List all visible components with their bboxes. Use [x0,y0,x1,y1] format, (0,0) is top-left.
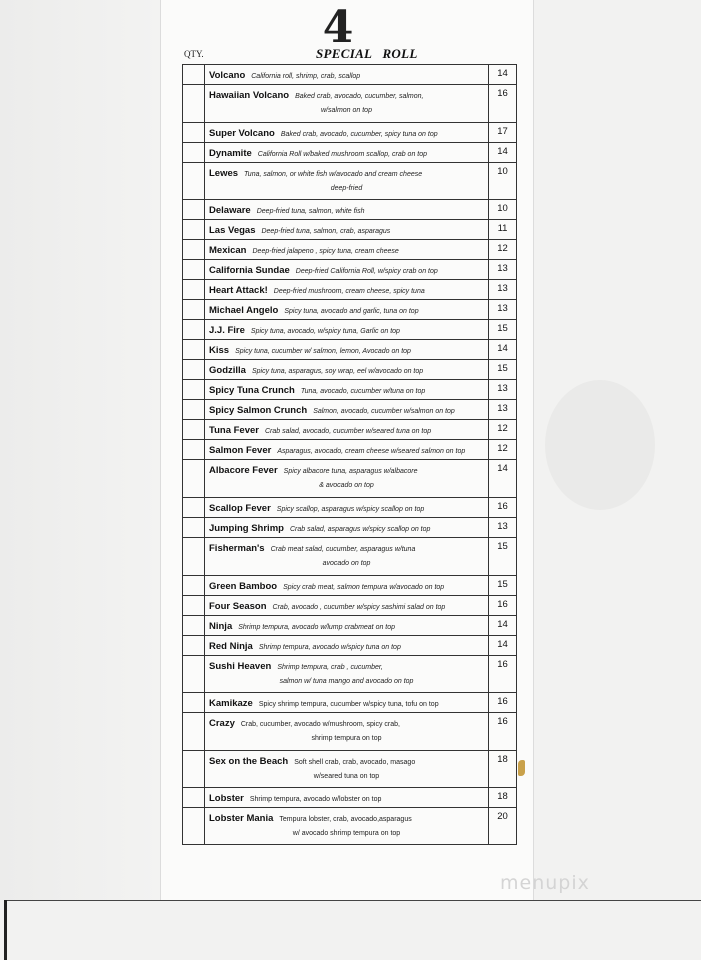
item-line [209,87,484,104]
qty-cell [183,320,205,340]
qty-cell [183,300,205,320]
item-name: Crazy [209,718,235,729]
item-line [209,790,484,807]
item-line [209,442,484,459]
item-line [209,695,484,712]
item-name: Ninja [209,621,233,632]
item-description-cell [205,576,489,596]
item-description-cell [205,300,489,320]
item-description-continued: deep-fried [330,185,363,192]
item-line [209,342,484,359]
item-line [209,222,484,239]
scan-edge-line [5,900,701,901]
item-name: Dynamite [209,148,252,159]
item-description-cell [205,340,489,360]
item-name: Jumping Shrimp [209,523,284,534]
item-name: Lobster Mania [209,813,274,824]
item-price: 12 [489,440,517,460]
item-name: Heart Attack! [209,285,268,296]
menu-item-row [183,596,517,616]
item-description-continued: salmon w/ tuna mango and avocado on top [279,678,414,685]
item-line [209,242,484,259]
menu-item-row [183,380,517,400]
item-line [209,540,484,557]
menu-item-row [183,656,517,693]
item-price: 16 [489,713,517,751]
paper-blot [518,760,525,776]
item-price: 13 [489,400,517,420]
item-price: 13 [489,260,517,280]
item-name: Lobster [209,793,244,804]
item-price: 12 [489,240,517,260]
item-name: Super Volcano [209,128,275,139]
item-description-continued: avocado on top [322,560,371,567]
qty-cell [183,751,205,788]
item-line [209,500,484,517]
menu-item-row [183,400,517,420]
item-description-continued: shrimp tempura on top [311,735,382,742]
qty-cell [183,380,205,400]
item-description: Deep-fried tuna, salmon, white fish [256,208,365,215]
item-description: Crab meat salad, cucumber, asparagus w/tuna [270,546,416,553]
item-description-cell [205,143,489,163]
item-price: 17 [489,123,517,143]
item-description: Spicy tuna, asparagus, soy wrap, eel w/avocado on top [251,368,424,375]
qty-cell [183,440,205,460]
item-price: 14 [489,65,517,85]
item-price: 11 [489,220,517,240]
item-description-cell [205,808,489,845]
item-description: Crab salad, avocado, cucumber w/seared tuna on top [264,428,432,435]
item-name: Green Bamboo [209,581,278,592]
item-description-cell [205,713,489,751]
item-line [209,618,484,635]
qty-cell [183,808,205,845]
item-line [209,362,484,379]
menu-item-row [183,260,517,280]
menu-item-row [183,751,517,788]
item-line [209,638,484,655]
menu-item-row [183,420,517,440]
menu-item-row [183,65,517,85]
item-price: 18 [489,751,517,788]
item-price: 15 [489,576,517,596]
menu-item-row [183,460,517,498]
item-price: 18 [489,788,517,808]
item-description-cell [205,320,489,340]
item-price: 13 [489,380,517,400]
item-name: Spicy Salmon Crunch [209,405,308,416]
menu-item-row [183,320,517,340]
item-name: Delaware [209,205,251,216]
item-description-cell [205,498,489,518]
item-description-cell [205,200,489,220]
item-price: 13 [489,518,517,538]
menu-item-row [183,85,517,123]
item-description: Shrimp tempura, crab , cucumber, [277,664,383,671]
qty-cell [183,143,205,163]
item-description-cell [205,596,489,616]
menu-item-row [183,788,517,808]
qty-cell [183,596,205,616]
item-name: Red Ninja [209,641,253,652]
qty-cell [183,400,205,420]
item-description: Spicy tuna, avocado, w/spicy tuna, Garlic on top [250,328,400,335]
qty-cell [183,200,205,220]
item-price: 20 [489,808,517,845]
item-name: J.J. Fire [209,325,245,336]
section-title: SPECIAL ROLL [316,46,418,61]
menu-item-row [183,636,517,656]
item-name: Lewes [209,168,239,179]
item-name: Salmon Fever [209,445,272,456]
scan-stain [545,380,655,510]
item-description: Spicy scallop, asparagus w/spicy scallop on top [276,506,425,513]
item-line [209,422,484,439]
item-description-continued: w/ avocado shrimp tempura on top [292,830,401,837]
item-description: Tuna, salmon, or white fish w/avocado and cream cheese [244,171,423,178]
menu-rows [183,65,517,845]
qty-cell [183,576,205,596]
watermark-text: menupix [500,872,590,894]
handwritten-page-number: 4 [322,2,354,53]
item-line [209,67,484,84]
item-line [209,520,484,537]
item-description: Deep-fried tuna, salmon, crab, asparagus [261,228,391,235]
qty-cell [183,498,205,518]
item-description-cell [205,636,489,656]
qty-cell [183,460,205,498]
item-name: Godzilla [209,365,246,376]
item-price: 13 [489,300,517,320]
qty-cell [183,163,205,200]
qty-cell [183,518,205,538]
item-price: 13 [489,280,517,300]
item-description-cell [205,280,489,300]
qty-cell [183,538,205,576]
item-name: Las Vegas [209,225,256,236]
item-name: Spicy Tuna Crunch [209,385,295,396]
item-description: Spicy albacore tuna, asparagus w/albacore [283,468,418,475]
item-name: Kiss [209,345,230,356]
item-description: Tempura lobster, crab, avocado,asparagus [279,816,412,823]
item-name: Fisherman's [209,543,265,554]
menu-item-row [183,163,517,200]
item-description: Shrimp tempura, avocado w/lump crabmeat on top [238,624,396,631]
qty-cell [183,420,205,440]
item-description: California roll, shrimp, crab, scallop [251,73,361,80]
menu-item-row [183,340,517,360]
item-price: 14 [489,460,517,498]
item-description-cell [205,260,489,280]
item-line [209,382,484,399]
item-price: 15 [489,360,517,380]
qty-column-label: QTY. [184,49,204,59]
item-description-cell [205,693,489,713]
item-name: Hawaiian Volcano [209,90,290,101]
item-line [209,282,484,299]
item-description-continued: w/seared tuna on top [313,773,380,780]
item-line [209,262,484,279]
item-line [209,810,484,827]
qty-cell [183,616,205,636]
item-line [209,753,484,770]
item-line [209,125,484,142]
item-description: Spicy tuna, avocado and garlic, tuna on top [284,308,419,315]
item-line [209,145,484,162]
item-description: Deep-fried jalapeno , spicy tuna, cream cheese [252,248,399,255]
menu-item-row [183,143,517,163]
item-description-continued: & avocado on top [319,482,374,489]
item-description: Shrimp tempura, avocado w/lobster on top [249,796,382,803]
item-description-cell [205,788,489,808]
item-description-cell [205,440,489,460]
qty-cell [183,240,205,260]
item-price: 14 [489,143,517,163]
item-line [209,322,484,339]
item-description-cell [205,656,489,693]
item-price: 14 [489,340,517,360]
item-description-cell [205,360,489,380]
menu-item-row [183,538,517,576]
item-line [209,598,484,615]
menu-item-row [183,576,517,596]
item-description: Tuna, avocado, cucumber w/tuna on top [300,388,426,395]
item-description: California Roll w/baked mushroom scallop, crab on top [257,151,428,158]
qty-cell [183,65,205,85]
item-name: California Sundae [209,265,290,276]
menu-item-row [183,240,517,260]
qty-cell [183,220,205,240]
menu-item-row [183,440,517,460]
menu-item-row [183,123,517,143]
qty-cell [183,280,205,300]
item-name: Volcano [209,70,246,81]
item-description: Baked crab, avocado, cucumber, salmon, [295,93,424,100]
item-description: Deep-fried California Roll, w/spicy crab on top [295,268,438,275]
item-line [209,578,484,595]
item-description-cell [205,538,489,576]
item-name: Sushi Heaven [209,661,272,672]
item-price: 15 [489,320,517,340]
item-description: Asparagus, avocado, cream cheese w/seared salmon on top [277,448,466,455]
item-price: 10 [489,200,517,220]
qty-cell [183,636,205,656]
item-line [209,165,484,182]
item-description-cell [205,616,489,636]
menu-item-row [183,200,517,220]
menu-item-row [183,360,517,380]
item-name: Sex on the Beach [209,756,289,767]
item-price: 14 [489,616,517,636]
item-name: Michael Angelo [209,305,279,316]
item-name: Mexican [209,245,247,256]
item-description: Crab salad, asparagus w/spicy scallop on top [289,526,431,533]
item-price: 10 [489,163,517,200]
item-description: Crab, avocado , cucumber w/spicy sashimi salad on top [272,604,446,611]
item-description-cell [205,85,489,123]
item-name: Scallop Fever [209,503,271,514]
item-description: Baked crab, avocado, cucumber, spicy tuna on top [280,131,438,138]
item-description-cell [205,400,489,420]
menu-item-row [183,220,517,240]
item-description-cell [205,65,489,85]
item-description: Spicy tuna, cucumber w/ salmon, lemon, Avocado on top [235,348,411,355]
qty-cell [183,85,205,123]
item-line [209,462,484,479]
item-description-cell [205,163,489,200]
item-description-cell [205,460,489,498]
item-line [209,302,484,319]
item-price: 12 [489,420,517,440]
item-description: Spicy crab meat, salmon tempura w/avocado on top [283,584,445,591]
item-price: 16 [489,596,517,616]
item-line [209,715,484,732]
item-description: Crab, cucumber, avocado w/mushroom, spicy crab, [240,721,400,728]
item-name: Tuna Fever [209,425,259,436]
menu-item-row [183,616,517,636]
item-price: 14 [489,636,517,656]
item-description-cell [205,240,489,260]
qty-cell [183,788,205,808]
item-line [209,402,484,419]
menu-item-row [183,693,517,713]
item-price: 16 [489,693,517,713]
menu-item-row [183,280,517,300]
item-name: Kamikaze [209,698,253,709]
item-description-cell [205,220,489,240]
item-price: 16 [489,85,517,123]
item-price: 16 [489,498,517,518]
item-description-cell [205,751,489,788]
qty-cell [183,656,205,693]
qty-cell [183,360,205,380]
special-roll-table [182,64,517,845]
item-description-cell [205,123,489,143]
scan-edge-bar [4,900,7,960]
item-description: Shrimp tempura, avocado w/spicy tuna on top [258,644,401,651]
qty-cell [183,713,205,751]
qty-cell [183,123,205,143]
item-description: Soft shell crab, crab, avocado, masago [294,759,416,766]
qty-cell [183,340,205,360]
qty-cell [183,260,205,280]
item-description: Salmon, avocado, cucumber w/salmon on top [313,408,455,415]
item-line [209,202,484,219]
item-price: 15 [489,538,517,576]
item-description: Spicy shrimp tempura, cucumber w/spicy tuna, tofu on top [258,701,439,708]
menu-item-row [183,518,517,538]
item-line [209,658,484,675]
menu-item-row [183,808,517,845]
item-description-cell [205,420,489,440]
menu-item-row [183,300,517,320]
menu-item-row [183,498,517,518]
item-description-cell [205,518,489,538]
menu-item-row [183,713,517,751]
item-description-continued: w/salmon on top [321,107,372,114]
item-description: Deep-fried mushroom, cream cheese, spicy tuna [273,288,425,295]
item-price: 16 [489,656,517,693]
item-description-cell [205,380,489,400]
item-name: Four Season [209,601,267,612]
qty-cell [183,693,205,713]
scan-background [0,0,160,900]
item-name: Albacore Fever [209,465,278,476]
